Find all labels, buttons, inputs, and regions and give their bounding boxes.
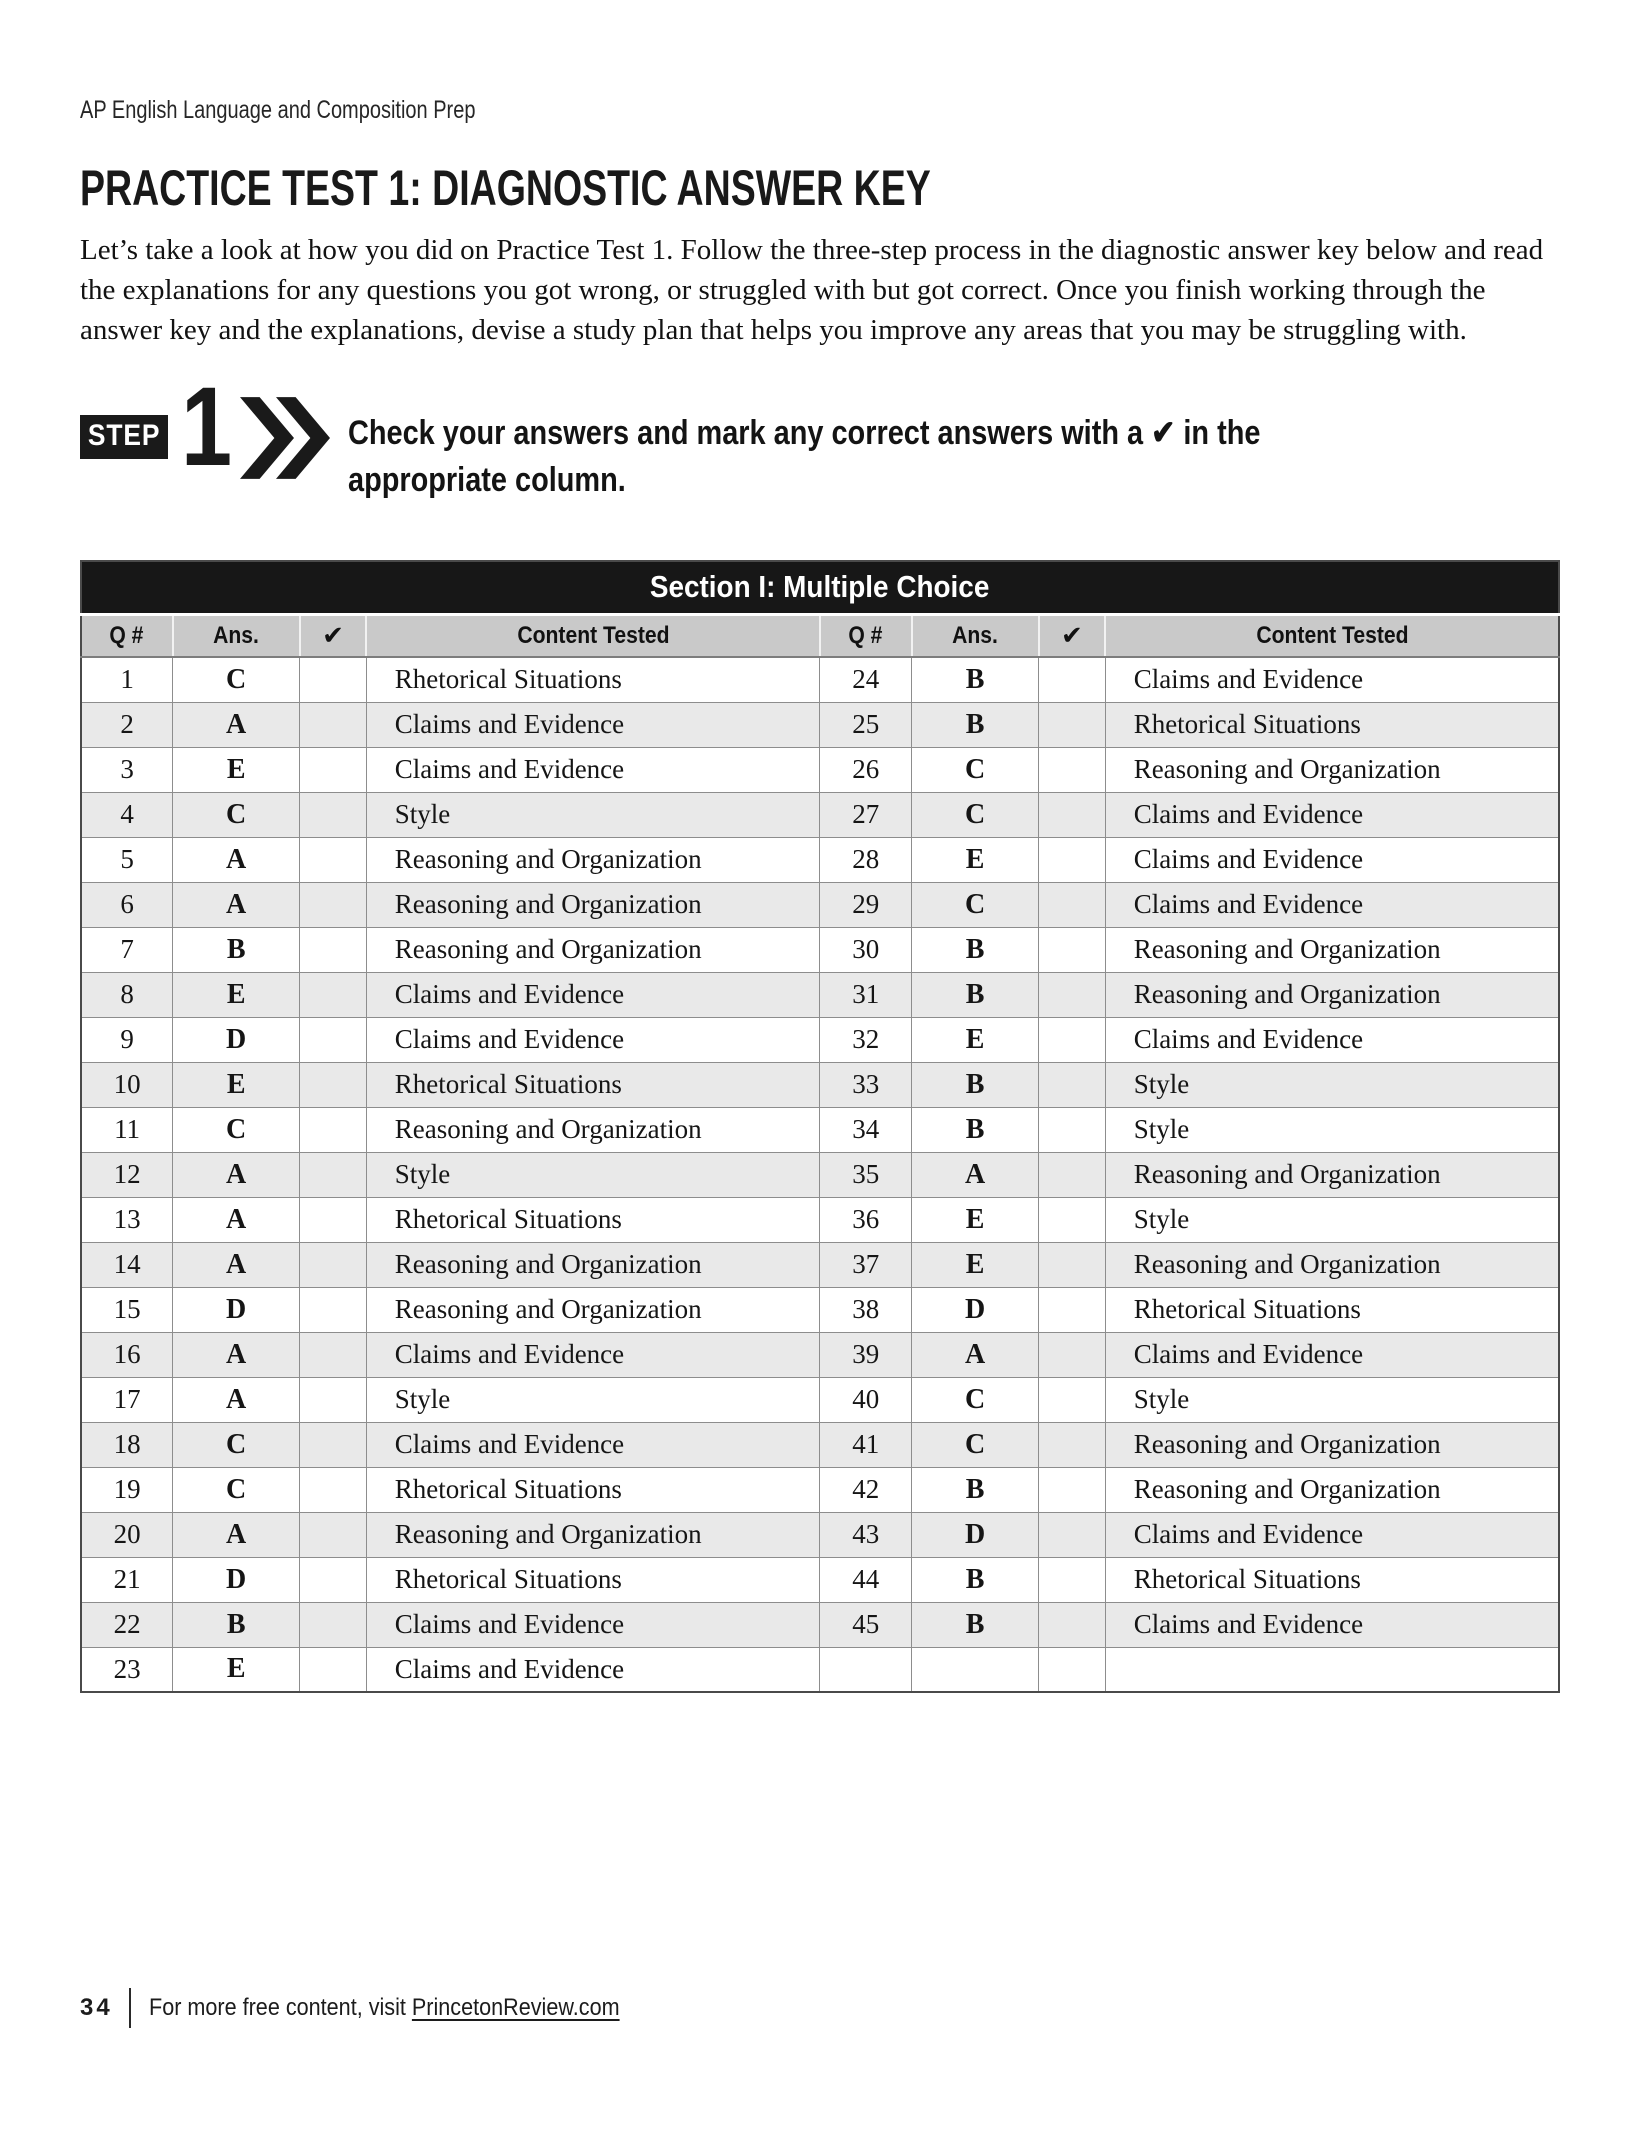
content-tested-cell: Claims and Evidence (1105, 1332, 1559, 1377)
answer-cell: D (912, 1287, 1039, 1332)
q-number-cell: 31 (820, 972, 912, 1017)
content-tested-cell: Reasoning and Organization (366, 837, 820, 882)
check-column-header (1039, 614, 1106, 657)
check-cell (300, 837, 367, 882)
q-number-cell: 17 (81, 1377, 173, 1422)
content-tested-cell: Claims and Evidence (366, 972, 820, 1017)
check-cell (1039, 1467, 1106, 1512)
content-tested-cell: Claims and Evidence (1105, 1602, 1559, 1647)
check-cell (1039, 837, 1106, 882)
content-tested-cell: Style (1105, 1377, 1559, 1422)
check-icon: ✔ (1061, 620, 1083, 651)
table-row (81, 1512, 1559, 1557)
answer-cell: E (173, 747, 300, 792)
answer-cell: B (912, 972, 1039, 1017)
answer-cell: C (173, 1422, 300, 1467)
q-number-cell (820, 1647, 912, 1692)
content-tested-cell: Reasoning and Organization (366, 882, 820, 927)
content-tested-cell: Rhetorical Situations (1105, 702, 1559, 747)
content-tested-cell: Reasoning and Organization (366, 1107, 820, 1152)
table-row (81, 1152, 1559, 1197)
q-number-cell: 27 (820, 792, 912, 837)
section-header-row (81, 561, 1559, 614)
q-number-cell: 41 (820, 1422, 912, 1467)
content-tested-cell: Claims and Evidence (366, 1332, 820, 1377)
content-tested-cell: Claims and Evidence (366, 702, 820, 747)
q-number-cell: 33 (820, 1062, 912, 1107)
answer-cell: C (173, 1467, 300, 1512)
content-tested-cell: Rhetorical Situations (1105, 1287, 1559, 1332)
content-tested-cell: Claims and Evidence (1105, 1017, 1559, 1062)
answer-cell: A (173, 1332, 300, 1377)
q-number-cell: 40 (820, 1377, 912, 1422)
check-cell (1039, 1557, 1106, 1602)
content-tested-cell: Reasoning and Organization (1105, 1422, 1559, 1467)
q-number-cell: 45 (820, 1602, 912, 1647)
answer-cell: D (912, 1512, 1039, 1557)
q-number-cell: 3 (81, 747, 173, 792)
q-number-cell: 18 (81, 1422, 173, 1467)
content-tested-cell: Rhetorical Situations (1105, 1557, 1559, 1602)
content-tested-cell: Claims and Evidence (366, 1017, 820, 1062)
table-row (81, 657, 1559, 702)
content-tested-cell: Reasoning and Organization (1105, 972, 1559, 1017)
q-number-cell: 32 (820, 1017, 912, 1062)
table-row (81, 1107, 1559, 1152)
q-number-cell: 24 (820, 657, 912, 702)
answer-cell: A (173, 1242, 300, 1287)
answer-cell: A (173, 882, 300, 927)
q-number-cell: 15 (81, 1287, 173, 1332)
footer-divider (129, 1988, 131, 2028)
answer-cell: A (912, 1332, 1039, 1377)
q-number-cell: 2 (81, 702, 173, 747)
q-number-header: Q # (81, 614, 173, 657)
q-number-header: Q # (820, 614, 912, 657)
table-row (81, 837, 1559, 882)
q-number-cell: 12 (81, 1152, 173, 1197)
footer-text: For more free content, visit (148, 1994, 412, 2021)
running-header (80, 96, 1560, 124)
q-number-cell: 10 (81, 1062, 173, 1107)
table-row (81, 1647, 1559, 1692)
answer-cell: E (173, 1062, 300, 1107)
section-header (81, 561, 1559, 614)
check-cell (300, 1512, 367, 1557)
q-number-cell: 1 (81, 657, 173, 702)
q-number-cell: 30 (820, 927, 912, 972)
answer-header: Ans. (912, 614, 1039, 657)
check-cell (1039, 1332, 1106, 1377)
intro-paragraph: Let’s take a look at how you did on Practice Test 1. Follow the three-step process in the diagnostic answer key below and read the explanations for any questions you got wrong, or struggled with but got correct. Once you finish working through the answer key and the explanations, devise a study plan that helps you improve any areas that you may be struggling with. (80, 234, 1544, 346)
answer-cell: C (912, 792, 1039, 837)
content-tested-cell: Claims and Evidence (366, 1422, 820, 1467)
q-number-cell: 6 (81, 882, 173, 927)
answer-cell: E (173, 972, 300, 1017)
check-cell (300, 1062, 367, 1107)
table-row (81, 747, 1559, 792)
q-number-cell: 29 (820, 882, 912, 927)
answer-cell: B (912, 1557, 1039, 1602)
content-tested-cell: Claims and Evidence (1105, 1512, 1559, 1557)
q-number-cell: 35 (820, 1152, 912, 1197)
check-cell (1039, 1017, 1106, 1062)
content-tested-cell: Style (366, 1377, 820, 1422)
double-chevron-icon (240, 397, 330, 479)
check-cell (300, 1377, 367, 1422)
check-cell (1039, 747, 1106, 792)
page-number: 34 (80, 1994, 113, 2021)
q-number-cell: 37 (820, 1242, 912, 1287)
q-number-cell: 28 (820, 837, 912, 882)
check-cell (1039, 882, 1106, 927)
check-cell (300, 657, 367, 702)
answer-header: Ans. (173, 614, 300, 657)
answer-cell (912, 1647, 1039, 1692)
answer-cell: C (173, 1107, 300, 1152)
answer-cell: A (173, 1152, 300, 1197)
check-cell (300, 972, 367, 1017)
q-number-cell: 44 (820, 1557, 912, 1602)
table-row (81, 1422, 1559, 1467)
table-row (81, 792, 1559, 837)
check-cell (300, 882, 367, 927)
column-header-row (81, 614, 1559, 657)
answer-cell: B (912, 702, 1039, 747)
answer-cell: B (912, 927, 1039, 972)
page-title (80, 160, 1560, 216)
content-tested-cell: Style (366, 1152, 820, 1197)
check-cell (300, 1242, 367, 1287)
table-row (81, 1017, 1559, 1062)
content-tested-cell: Reasoning and Organization (366, 1242, 820, 1287)
table-row (81, 1602, 1559, 1647)
content-tested-cell: Reasoning and Organization (366, 1287, 820, 1332)
check-cell (1039, 1602, 1106, 1647)
q-number-cell: 21 (81, 1557, 173, 1602)
check-cell (1039, 1242, 1106, 1287)
table-row (81, 927, 1559, 972)
content-tested-cell: Claims and Evidence (1105, 882, 1559, 927)
content-tested-cell: Rhetorical Situations (366, 1467, 820, 1512)
check-cell (1039, 1062, 1106, 1107)
footer-text-group (149, 1994, 620, 2022)
step-instruction: Check your answers and mark any correct answers with a ✔ in the appropriate column. (348, 414, 1261, 499)
check-cell (300, 1152, 367, 1197)
answer-cell: A (173, 1512, 300, 1557)
table-row (81, 1287, 1559, 1332)
q-number-cell: 23 (81, 1647, 173, 1692)
answer-cell: D (173, 1557, 300, 1602)
step-number: 1 (181, 364, 233, 489)
content-tested-cell: Rhetorical Situations (366, 1557, 820, 1602)
check-cell (300, 1647, 367, 1692)
answer-cell: B (173, 927, 300, 972)
check-cell (300, 1467, 367, 1512)
princeton-review-link[interactable]: PrincetonReview.com (411, 1994, 620, 2021)
check-cell (300, 702, 367, 747)
content-tested-cell: Reasoning and Organization (366, 1512, 820, 1557)
answer-cell: A (173, 1197, 300, 1242)
content-tested-cell: Reasoning and Organization (1105, 1242, 1559, 1287)
q-number-cell: 7 (81, 927, 173, 972)
content-tested-cell: Style (1105, 1197, 1559, 1242)
answer-cell: E (912, 1197, 1039, 1242)
content-tested-cell: Style (1105, 1107, 1559, 1152)
check-cell (300, 1287, 367, 1332)
check-cell (1039, 1152, 1106, 1197)
q-number-cell: 25 (820, 702, 912, 747)
table-row (81, 1332, 1559, 1377)
answer-cell: B (912, 1602, 1039, 1647)
check-cell (1039, 1287, 1106, 1332)
answer-cell: C (912, 882, 1039, 927)
q-number-cell: 11 (81, 1107, 173, 1152)
section-title-text: Section I: Multiple Choice (650, 569, 990, 605)
check-icon: ✔ (322, 620, 344, 651)
q-number-cell: 34 (820, 1107, 912, 1152)
check-cell (300, 1602, 367, 1647)
step-badge (80, 364, 348, 510)
q-number-cell: 13 (81, 1197, 173, 1242)
check-cell (1039, 1377, 1106, 1422)
step-row (80, 364, 1560, 510)
answer-cell: E (912, 1242, 1039, 1287)
answer-cell: C (912, 1422, 1039, 1467)
check-cell (300, 1017, 367, 1062)
q-number-cell: 5 (81, 837, 173, 882)
content-tested-header: Content Tested (1105, 614, 1559, 657)
answer-cell: E (173, 1647, 300, 1692)
q-number-cell: 8 (81, 972, 173, 1017)
answer-cell: B (912, 1062, 1039, 1107)
answer-cell: C (912, 1377, 1039, 1422)
answer-cell: D (173, 1287, 300, 1332)
table-row (81, 972, 1559, 1017)
q-number-cell: 26 (820, 747, 912, 792)
check-cell (300, 1557, 367, 1602)
q-number-cell: 9 (81, 1017, 173, 1062)
q-number-cell: 16 (81, 1332, 173, 1377)
q-number-cell: 43 (820, 1512, 912, 1557)
answer-table-body (81, 657, 1559, 1692)
table-row (81, 1242, 1559, 1287)
content-tested-cell: Rhetorical Situations (366, 1197, 820, 1242)
content-tested-cell: Claims and Evidence (1105, 792, 1559, 837)
check-cell (300, 1197, 367, 1242)
check-cell (300, 792, 367, 837)
answer-cell: E (912, 837, 1039, 882)
content-tested-cell: Reasoning and Organization (366, 927, 820, 972)
answer-cell: A (173, 702, 300, 747)
check-cell (300, 927, 367, 972)
answer-cell: B (912, 1467, 1039, 1512)
q-number-cell: 42 (820, 1467, 912, 1512)
check-cell (1039, 927, 1106, 972)
q-number-cell: 14 (81, 1242, 173, 1287)
q-number-cell: 36 (820, 1197, 912, 1242)
footer (80, 1984, 672, 2032)
answer-cell: C (912, 747, 1039, 792)
content-tested-cell: Claims and Evidence (366, 747, 820, 792)
content-tested-cell: Claims and Evidence (1105, 837, 1559, 882)
content-tested-cell: Rhetorical Situations (366, 657, 820, 702)
check-cell (1039, 1107, 1106, 1152)
content-tested-cell: Reasoning and Organization (1105, 927, 1559, 972)
content-tested-cell: Claims and Evidence (1105, 657, 1559, 702)
answer-cell: B (912, 1107, 1039, 1152)
answer-cell: B (912, 657, 1039, 702)
answer-key-table (80, 560, 1560, 1693)
content-tested-cell: Claims and Evidence (366, 1647, 820, 1692)
content-tested-cell: Style (366, 792, 820, 837)
table-row (81, 1062, 1559, 1107)
answer-cell: A (173, 837, 300, 882)
check-cell (300, 747, 367, 792)
check-column-header (300, 614, 367, 657)
check-cell (1039, 1647, 1106, 1692)
content-tested-cell (1105, 1647, 1559, 1692)
content-tested-cell: Claims and Evidence (366, 1602, 820, 1647)
table-row (81, 702, 1559, 747)
content-tested-header: Content Tested (366, 614, 820, 657)
content-tested-cell: Reasoning and Organization (1105, 1467, 1559, 1512)
check-cell (1039, 1512, 1106, 1557)
check-cell (1039, 1422, 1106, 1467)
answer-cell: D (173, 1017, 300, 1062)
check-cell (1039, 702, 1106, 747)
check-cell (300, 1107, 367, 1152)
q-number-cell: 20 (81, 1512, 173, 1557)
table-row (81, 1467, 1559, 1512)
content-tested-cell: Reasoning and Organization (1105, 1152, 1559, 1197)
answer-cell: C (173, 657, 300, 702)
check-cell (300, 1422, 367, 1467)
table-row (81, 882, 1559, 927)
check-cell (1039, 657, 1106, 702)
q-number-cell: 4 (81, 792, 173, 837)
check-cell (1039, 792, 1106, 837)
q-number-cell: 19 (81, 1467, 173, 1512)
check-cell (1039, 1197, 1106, 1242)
answer-cell: A (912, 1152, 1039, 1197)
step-label: STEP (80, 415, 168, 459)
content-tested-cell: Style (1105, 1062, 1559, 1107)
answer-cell: C (173, 792, 300, 837)
check-cell (1039, 972, 1106, 1017)
q-number-cell: 39 (820, 1332, 912, 1377)
page-title-text: PRACTICE TEST 1: DIAGNOSTIC ANSWER KEY (80, 160, 931, 216)
table-row (81, 1557, 1559, 1602)
running-header-text: AP English Language and Composition Prep (80, 96, 476, 124)
content-tested-cell: Rhetorical Situations (366, 1062, 820, 1107)
table-row (81, 1197, 1559, 1242)
check-cell (300, 1332, 367, 1377)
answer-cell: A (173, 1377, 300, 1422)
q-number-cell: 22 (81, 1602, 173, 1647)
answer-cell: E (912, 1017, 1039, 1062)
content-tested-cell: Reasoning and Organization (1105, 747, 1559, 792)
answer-cell: B (173, 1602, 300, 1647)
table-row (81, 1377, 1559, 1422)
q-number-cell: 38 (820, 1287, 912, 1332)
